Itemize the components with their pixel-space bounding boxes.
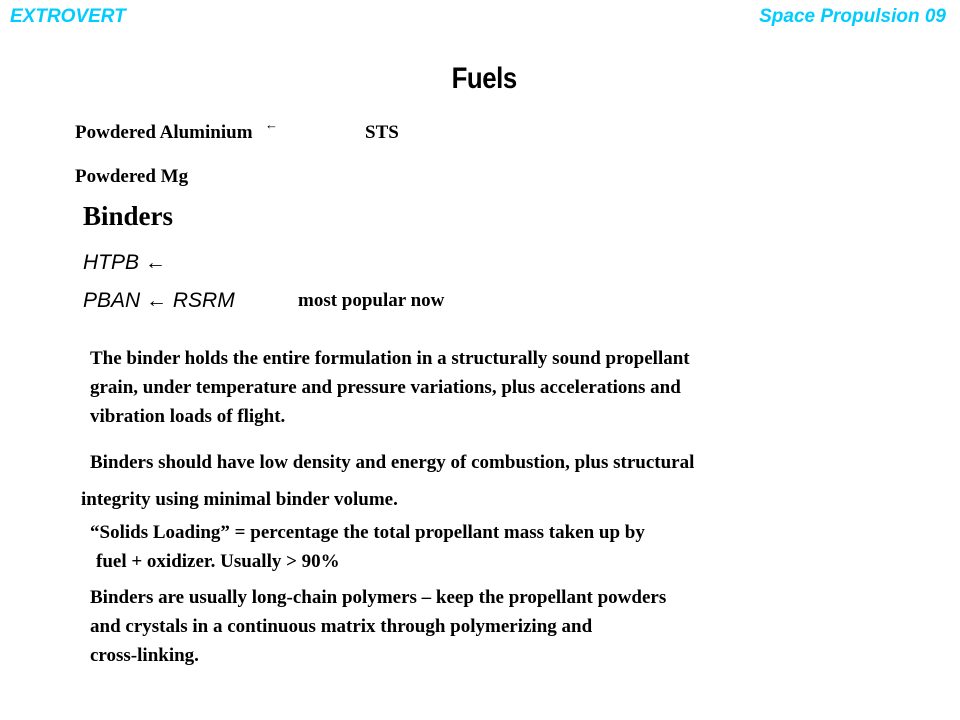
paragraph-solids-loading bbox=[90, 518, 880, 576]
page-title: Fuels bbox=[451, 62, 517, 95]
binder-formula-note: most popular now bbox=[298, 290, 445, 311]
paragraph-line: cross-linking. bbox=[90, 645, 199, 666]
binder-formula-htpb: HTPB ← bbox=[83, 251, 166, 274]
paragraph-binder-properties bbox=[81, 444, 880, 518]
paragraph-line: fuel + oxidizer. Usually > 90% bbox=[96, 551, 340, 572]
paragraph-line: Binders are usually long-chain polymers – keep the propellant powders bbox=[90, 587, 667, 608]
paragraph-polymers bbox=[90, 583, 880, 670]
binder-formula-pban: PBAN ← RSRM bbox=[83, 289, 235, 312]
paragraph-binder-role bbox=[90, 344, 880, 431]
header-left-title: EXTROVERT bbox=[10, 6, 126, 27]
paragraph-line: integrity using minimal binder volume. bbox=[81, 489, 398, 510]
binders-heading: Binders bbox=[83, 201, 174, 231]
fuel-item-mg: Powdered Mg bbox=[75, 166, 189, 187]
fuel-item-aluminium-tag: STS bbox=[365, 122, 399, 143]
paragraph-line: “Solids Loading” = percentage the total propellant mass taken up by bbox=[90, 522, 645, 543]
paragraph-line: and crystals in a continuous matrix through polymerizing and bbox=[90, 616, 593, 637]
paragraph-line: The binder holds the entire formulation in a structurally sound propellant bbox=[90, 348, 690, 369]
paragraph-line: grain, under temperature and pressure variations, plus accelerations and bbox=[90, 377, 681, 398]
header-right-title: Space Propulsion 09 bbox=[759, 6, 946, 27]
arrow-mark-icon: ← bbox=[265, 117, 278, 132]
paragraph-line: vibration loads of flight. bbox=[90, 406, 286, 427]
fuel-item-aluminium: Powdered Aluminium bbox=[75, 122, 253, 143]
paragraph-line: Binders should have low density and energy of combustion, plus structural bbox=[90, 452, 695, 473]
